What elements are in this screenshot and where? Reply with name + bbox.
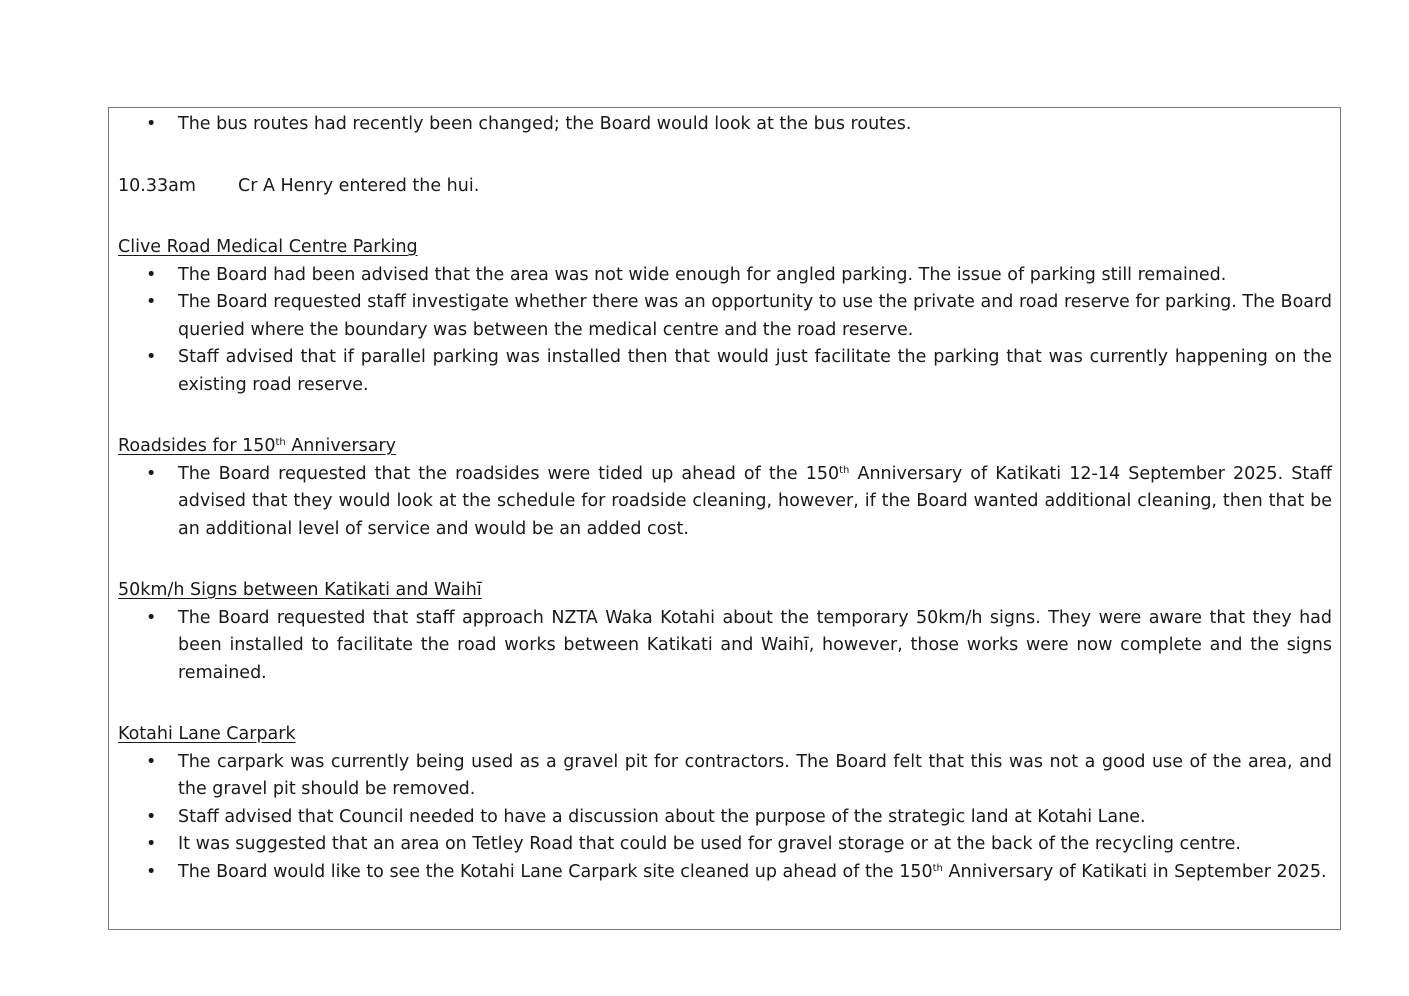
minutes-table-cell — [108, 107, 1341, 930]
section-heading-50kmh-signs: 50km/h Signs between Katikati and Waihī — [118, 580, 482, 600]
bullet-list-clive-road — [118, 262, 1332, 400]
time-entry-text: Cr A Henry entered the hui. — [238, 175, 480, 196]
list-item: • The Board had been advised that the area was not wide enough for angled parking. The issue of parking still remained. — [118, 262, 1332, 290]
list-item: • The Board requested that staff approach NZTA Waka Kotahi about the temporary 50km/h signs. They were aware that they had been installed to facilitate the road works between Katikati and Waihī, however, those works were now complete and the signs remained. — [118, 605, 1332, 688]
list-item: • Staff advised that if parallel parking was installed then that would just facilitate the parking that was currently happening on the existing road reserve. — [118, 344, 1332, 399]
time-stamp: 10.33am — [118, 175, 196, 196]
bullet-list-roadsides — [118, 461, 1332, 544]
list-item: • Staff advised that Council needed to have a discussion about the purpose of the strategic land at Kotahi Lane. — [118, 804, 1332, 832]
list-item: • It was suggested that an area on Tetley Road that could be used for gravel storage or at the back of the recycling centre. — [118, 831, 1332, 859]
section-heading-kotahi-lane: Kotahi Lane Carpark — [118, 724, 296, 744]
list-item: • The Board requested that the roadsides were tided up ahead of the 150th Anniversary of Katikati 12-14 September 2025. Staff advised that they would look at the schedule for roadside cleaning, however, if the Board wanted additional cleaning, then that be an additional level of service and would be an added cost. — [118, 461, 1332, 544]
minutes-content — [118, 111, 1332, 886]
list-item: • The Board requested staff investigate whether there was an opportunity to use the private and road reserve for parking. The Board queried where the boundary was between the medical centre and the road reserve. — [118, 289, 1332, 344]
section-heading-roadsides: Roadsides for 150th Anniversary — [118, 436, 397, 456]
section-heading-clive-road: Clive Road Medical Centre Parking — [118, 237, 418, 257]
bullet-list-50kmh-signs — [118, 605, 1332, 688]
time-entry — [118, 173, 1332, 201]
bullet-list-kotahi-lane — [118, 749, 1332, 887]
list-item: • The bus routes had recently been changed; the Board would look at the bus routes. — [118, 111, 1332, 139]
list-item: • The Board would like to see the Kotahi Lane Carpark site cleaned up ahead of the 150th Anniversary of Katikati in September 2025. — [118, 859, 1332, 887]
list-item: • The carpark was currently being used as a gravel pit for contractors. The Board felt that this was not a good use of the area, and the gravel pit should be removed. — [118, 749, 1332, 804]
intro-bullet-list — [118, 111, 1332, 139]
